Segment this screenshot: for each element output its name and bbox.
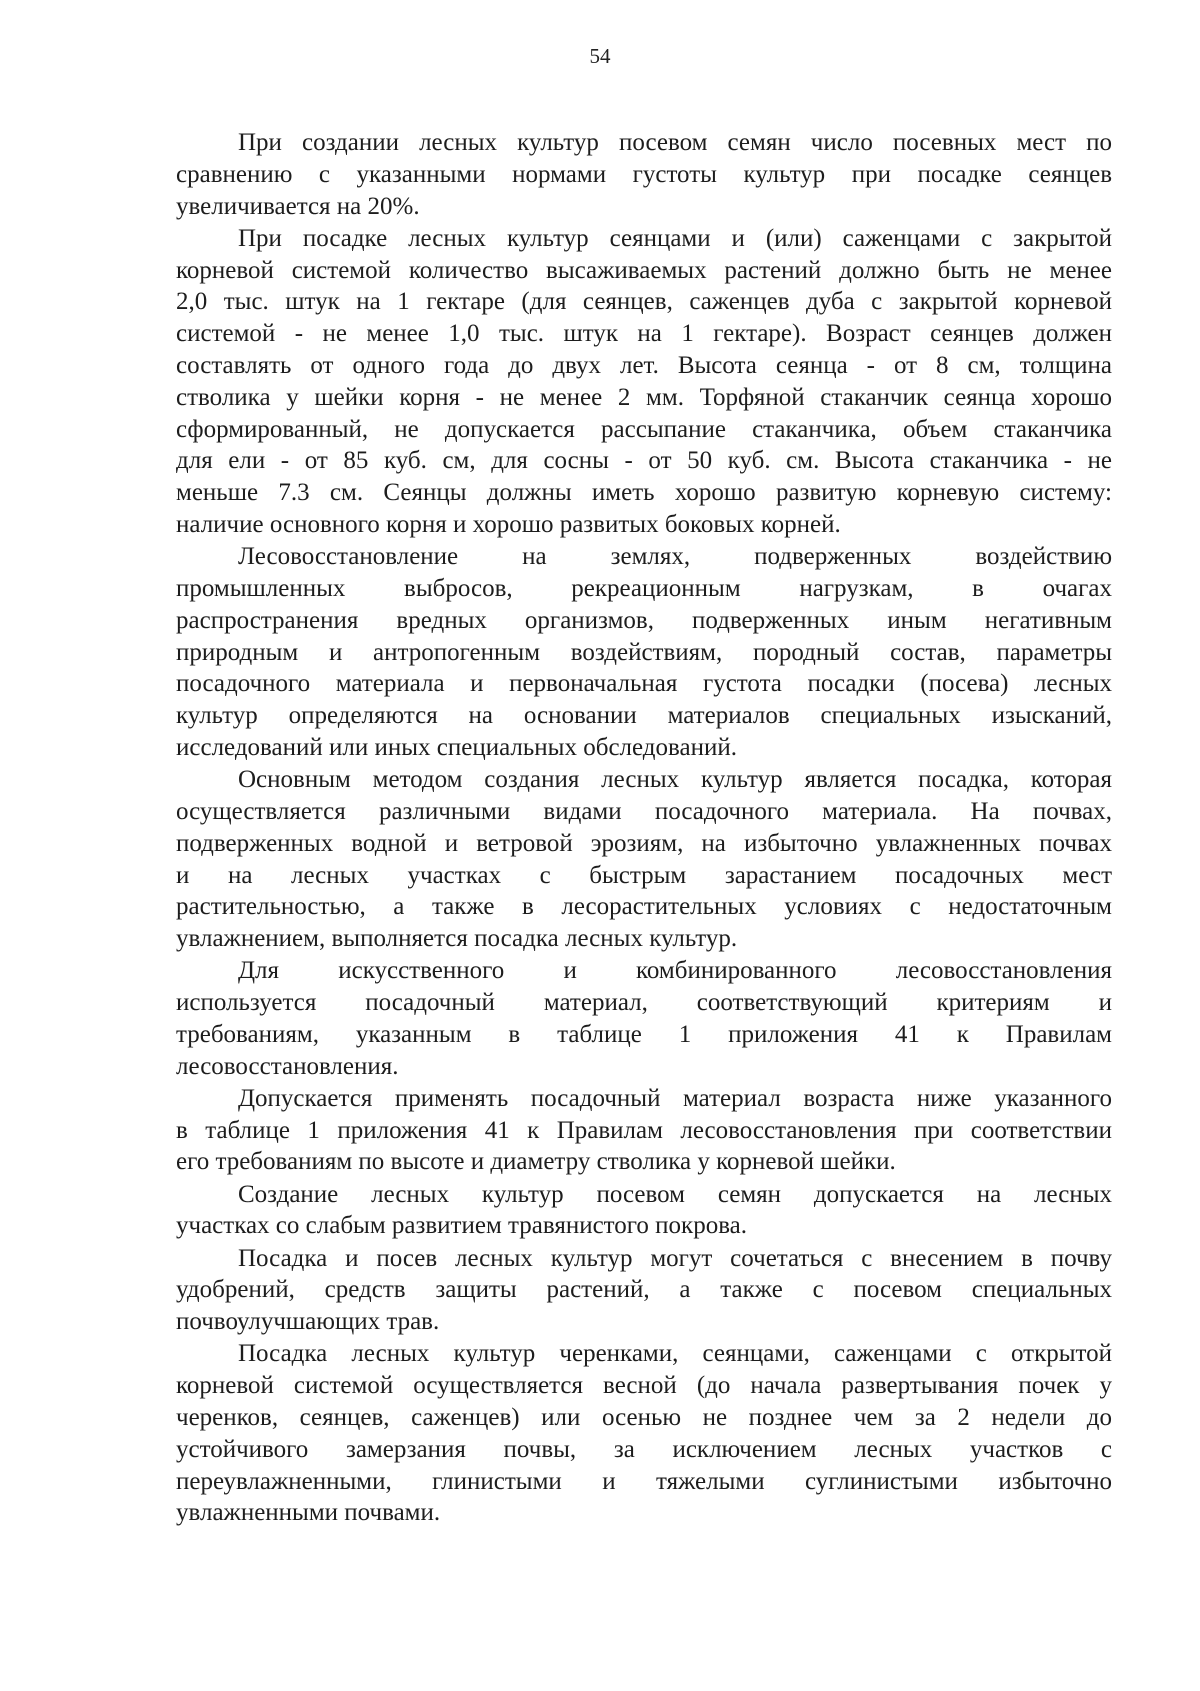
text-line: меньше 7.3 см. Сеянцы должны иметь хорошо развитую корневую систему: [176, 479, 1112, 507]
text-line: корневой системой количество высаживаемых растений должно быть не менее [176, 256, 1112, 284]
text-line: исследований или иных специальных обследований. [176, 733, 737, 761]
text-line: его требованиям по высоте и диаметру стволика у корневой шейки. [176, 1148, 896, 1176]
text-line: При посадке лесных культур сеянцами и (или) саженцами с закрытой [238, 224, 1112, 252]
text-line: Для искусственного и комбинированного лесовосстановления [238, 957, 1112, 985]
text-line: почвоулучшающих трав. [176, 1308, 440, 1336]
text-line: культур определяются на основании материалов специальных изысканий, [176, 702, 1112, 730]
text-line: участках со слабым развитием травянистого покрова. [176, 1212, 748, 1240]
text-line: При создании лесных культур посевом семян число посевных мест по [238, 129, 1112, 156]
text-line: Допускается применять посадочный материал возраста ниже указанного [238, 1084, 1112, 1112]
text-line: Основным методом создания лесных культур является посадка, которая [238, 766, 1112, 794]
text-line: Посадка лесных культур черенками, сеянцами, саженцами с открытой [238, 1340, 1112, 1368]
text-line: сформированный, не допускается рассыпание стаканчика, объем стаканчика [176, 415, 1112, 443]
text-line: природным и антропогенным воздействиям, породный состав, параметры [176, 638, 1112, 666]
text-line: переувлажненными, глинистыми и тяжелыми суглинистыми избыточно [176, 1467, 1112, 1495]
paragraph-9 [176, 1338, 1112, 1529]
text-line: требованиям, указанным в таблице 1 приложения 41 к Правилам [176, 1020, 1112, 1048]
text-line: распространения вредных организмов, подверженных иным негативным [176, 606, 1112, 634]
text-line: увлажнением, выполняется посадка лесных культур. [176, 925, 738, 953]
text-line: посадочного материала и первоначальная густота посадки (посева) лесных [176, 670, 1112, 698]
text-line: увеличивается на 20%. [176, 192, 420, 220]
paragraph-1 [176, 127, 1112, 222]
text-line: лесовосстановления. [176, 1052, 399, 1080]
text-line: корневой системой осуществляется весной (до начала развертывания почек у [176, 1372, 1112, 1400]
text-line: системой - не менее 1,0 тыс. штук на 1 гектаре). Возраст сеянцев должен [176, 320, 1112, 348]
text-line: 2,0 тыс. штук на 1 гектаре (для сеянцев, саженцев дуба с закрытой корневой [176, 288, 1112, 316]
text-line: осуществляется различными видами посадочного материала. На почвах, [176, 797, 1112, 825]
text-line: подверженных водной и ветровой эрозиям, на избыточно увлажненных почвах [176, 829, 1112, 857]
text-line: наличие основного корня и хорошо развитых боковых корней. [176, 510, 841, 538]
text-line: промышленных выбросов, рекреационным нагрузкам, в очагах [176, 574, 1112, 602]
paragraph-6 [176, 1083, 1112, 1178]
paragraph-4 [176, 764, 1112, 955]
text-line: сравнению с указанными нормами густоты культур при посадке сеянцев [176, 160, 1112, 188]
text-line: Посадка и посев лесных культур могут сочетаться с внесением в почву [238, 1244, 1112, 1272]
text-line: растительностью, а также в лесорастительных условиях с недостаточным [176, 893, 1112, 921]
text-line: черенков, сеянцев, саженцев) или осенью не позднее чем за 2 недели до [176, 1404, 1112, 1431]
paragraph-2 [176, 223, 1112, 541]
text-line: Создание лесных культур посевом семян допускается на лесных [238, 1180, 1112, 1208]
text-line: используется посадочный материал, соответствующий критериям и [176, 989, 1112, 1017]
text-line: устойчивого замерзания почвы, за исключением лесных участков с [176, 1435, 1112, 1463]
page-number: 54 [589, 44, 611, 68]
text-line: Лесовосстановление на землях, подверженных воздействию [238, 543, 1112, 571]
paragraph-7 [176, 1179, 1112, 1243]
paragraph-3 [176, 541, 1112, 764]
text-line: увлажненными почвами. [176, 1499, 441, 1527]
paragraph-8 [176, 1243, 1112, 1338]
paragraph-5 [176, 955, 1112, 1082]
text-line: для ели - от 85 куб. см, для сосны - от 50 куб. см. Высота стаканчика - не [176, 447, 1112, 475]
text-line: стволика у шейки корня - не менее 2 мм. Торфяной стаканчик сеянца хорошо [176, 383, 1112, 411]
text-line: в таблице 1 приложения 41 к Правилам лесовосстановления при соответствии [176, 1116, 1112, 1144]
text-line: и на лесных участках с быстрым зарастанием посадочных мест [176, 861, 1112, 889]
text-line: удобрений, средств защиты растений, а также с посевом специальных [176, 1276, 1112, 1304]
text-line: составлять от одного года до двух лет. Высота сеянца - от 8 см, толщина [176, 351, 1112, 379]
